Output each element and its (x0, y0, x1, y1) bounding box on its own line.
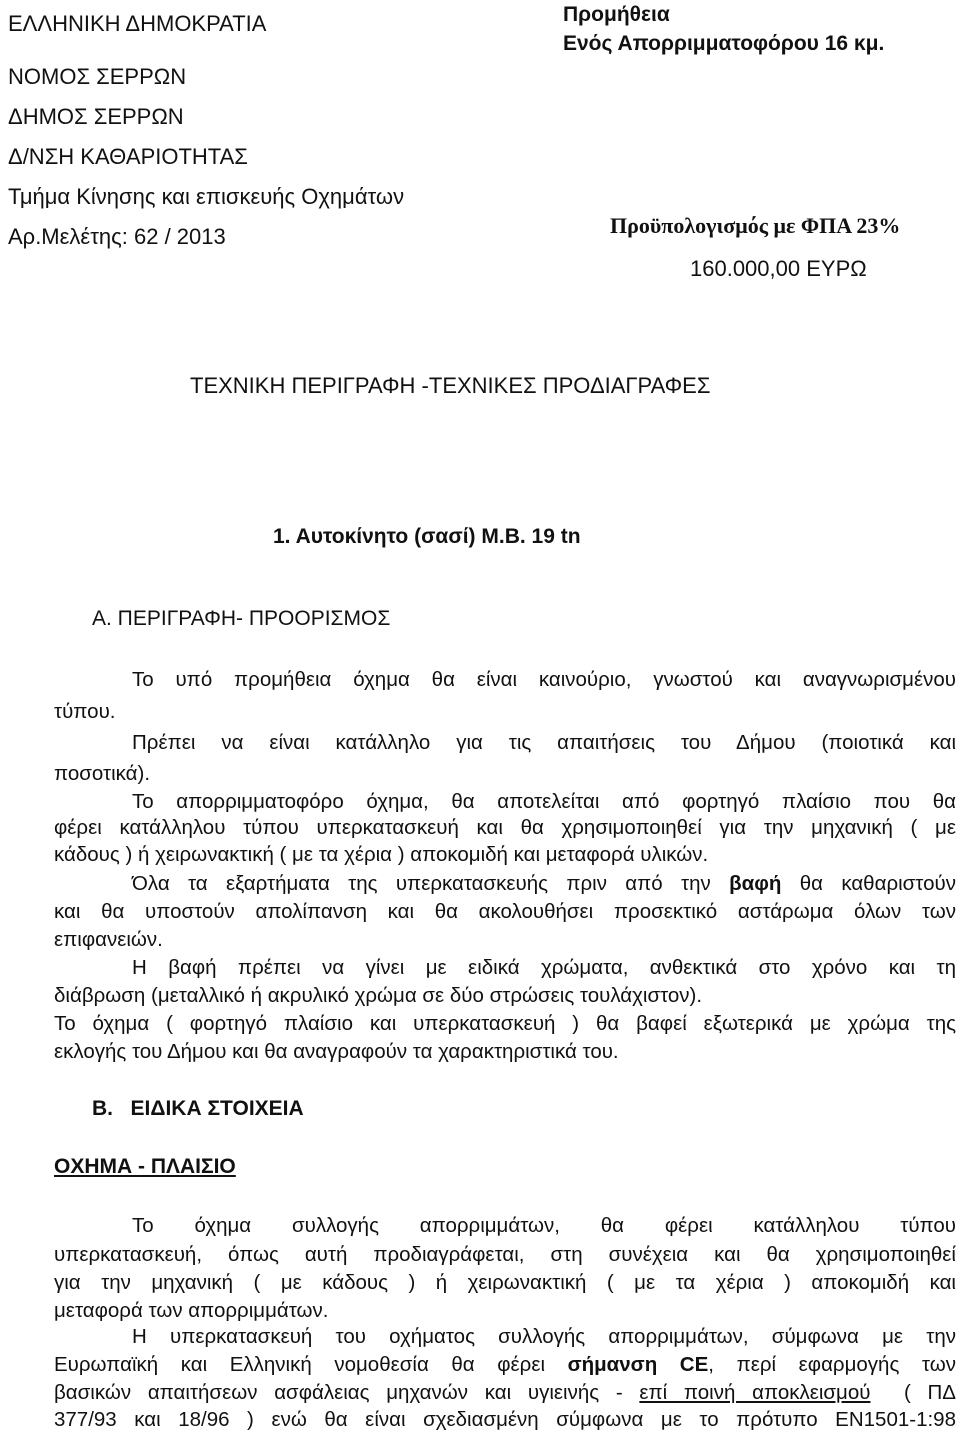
section-b-p2-line4: 377/93 και 18/96 ) ενώ θα είναι σχεδιασμένη σύμφωνα με το πρότυπο ΕΝ1501-1:98 (54, 1408, 956, 1431)
section-a-p4-line3: επιφανειών. (54, 928, 163, 951)
header-left-line5: Τμήμα Κίνησης και επισκευής Οχημάτων (8, 184, 405, 209)
section-a-p3-line2: φέρει κατάλληλου τύπου υπερκατασκευή και θα χρησιμοποιηθεί για την μηχανική ( με (54, 816, 956, 839)
section-b-p1-line2: υπερκατασκευή, όπως αυτή προδιαγράφεται, στη συνέχεια και θα χρησιμοποιηθεί (54, 1243, 956, 1266)
p4-text-c: θα καθαριστούν (781, 872, 956, 895)
section-a-p2-line2: ποσοτικά). (54, 762, 151, 785)
p4-text-a: Όλα τα εξαρτήματα της υπερκατασκευής πριν από την (132, 872, 730, 895)
section-a-p6-line1: Το όχημα ( φορτηγό πλαίσιο και υπερκατασκευή ) θα βαφεί εξωτερικά με χρώμα της (54, 1012, 956, 1035)
section-a-p1-line1: Το υπό προμήθεια όχημα θα είναι καινούριο, γνωστού και αναγνωρισμένου (132, 668, 956, 691)
header-right-line1: Προμήθεια (563, 3, 670, 26)
section-b-p2-line3 (54, 1383, 956, 1404)
section-b-subheading: ΟΧΗΜΑ - ΠΛΑΙΣΙΟ (54, 1155, 236, 1178)
exclusion-penalty: επί ποινή αποκλεισμού (639, 1381, 871, 1404)
p4-text-bold: βαφή (729, 872, 782, 895)
section-a-p5-line1: Η βαφή πρέπει να γίνει με ειδικά χρώματα, ανθεκτικά στο χρόνο και τη (132, 956, 956, 979)
p2-text-c: , περί εφαρμογής των (708, 1353, 956, 1376)
section-b-p1-line1: Το όχημα συλλογής απορριμμάτων, θα φέρει κατάλληλου τύπου (132, 1214, 956, 1237)
header-right-line2: Ενός Απορριμματοφόρου 16 κμ. (563, 32, 885, 55)
section-b-p1-line3: για την μηχανική ( με κάδους ) ή χειρωνακτική ( με τα χέρια ) αποκομιδή και (54, 1271, 956, 1294)
document-title: ΤΕΧΝΙΚΗ ΠΕΡΙΓΡΑΦΗ -ΤΕΧΝΙΚΕΣ ΠΡΟΔΙΑΓΡΑΦΕΣ (190, 373, 711, 398)
section-b-p1-line4: μεταφορά των απορριμμάτων. (54, 1299, 329, 1322)
section-a-p3-line3: κάδους ) ή χειρωνακτική ( με τα χέρια ) αποκομιδή και μεταφορά υλικών. (54, 843, 709, 866)
ce-marking: σήμανση CE (567, 1353, 709, 1376)
section-a-p5-line2: διάβρωση (μεταλλικό ή ακρυλικό χρώμα σε δύο στρώσεις τουλάχιστον). (54, 984, 703, 1007)
section-a-p1-line2: τύπου. (54, 700, 116, 723)
p2-text-a: Ευρωπαϊκή και Ελληνική νομοθεσία θα φέρει (54, 1353, 568, 1376)
section-b-heading: Β. ΕΙΔΙΚΑ ΣΤΟΙΧΕΙΑ (92, 1097, 304, 1120)
item-heading: 1. Αυτοκίνητο (σασί) Μ.Β. 19 tn (273, 525, 581, 548)
section-a-p2-line1: Πρέπει να είναι κατάλληλο για τις απαιτήσεις του Δήμου (ποιοτικά και (132, 731, 956, 754)
study-number: Αρ.Μελέτης: 62 / 2013 (8, 224, 226, 249)
header-left-line3: ΔΗΜΟΣ ΣΕΡΡΩΝ (8, 104, 184, 129)
section-a-p4-line1 (132, 874, 956, 895)
budget-value: 160.000,00 ΕΥΡΩ (690, 256, 867, 281)
header-left-line2: ΝΟΜΟΣ ΣΕΡΡΩΝ (8, 64, 187, 89)
budget-label: Προϋπολογισμός με ΦΠΑ 23% (610, 213, 901, 238)
section-b-p2-line2 (54, 1355, 956, 1376)
p2-l3-text-a: βασικών απαιτήσεων ασφάλειας μηχανών και υγιεινής - (54, 1381, 640, 1404)
section-a-p6-line2: εκλογής του Δήμου και θα αναγραφούν τα χαρακτηριστικά του. (54, 1040, 619, 1063)
section-b-p2-line1: Η υπερκατασκευή του οχήματος συλλογής απορριμμάτων, σύμφωνα με την (132, 1325, 956, 1348)
section-a-heading: Α. ΠΕΡΙΓΡΑΦΗ- ΠΡΟΟΡΙΣΜΟΣ (92, 607, 391, 630)
header-left-line4: Δ/ΝΣΗ ΚΑΘΑΡΙΟΤΗΤΑΣ (8, 144, 248, 169)
section-a-p3-line1: Το απορριμματοφόρο όχημα, θα αποτελείται από φορτηγό πλαίσιο που θα (132, 790, 956, 813)
header-left-line1: ΕΛΛΗΝΙΚΗ ΔΗΜΟΚΡΑΤΙΑ (8, 11, 267, 36)
p2-l3-text-c: ( ΠΔ (870, 1381, 956, 1404)
section-a-p4-line2: και θα υποστούν απολίπανση και θα ακολουθήσει προσεκτικό αστάρωμα όλων των (54, 900, 956, 923)
